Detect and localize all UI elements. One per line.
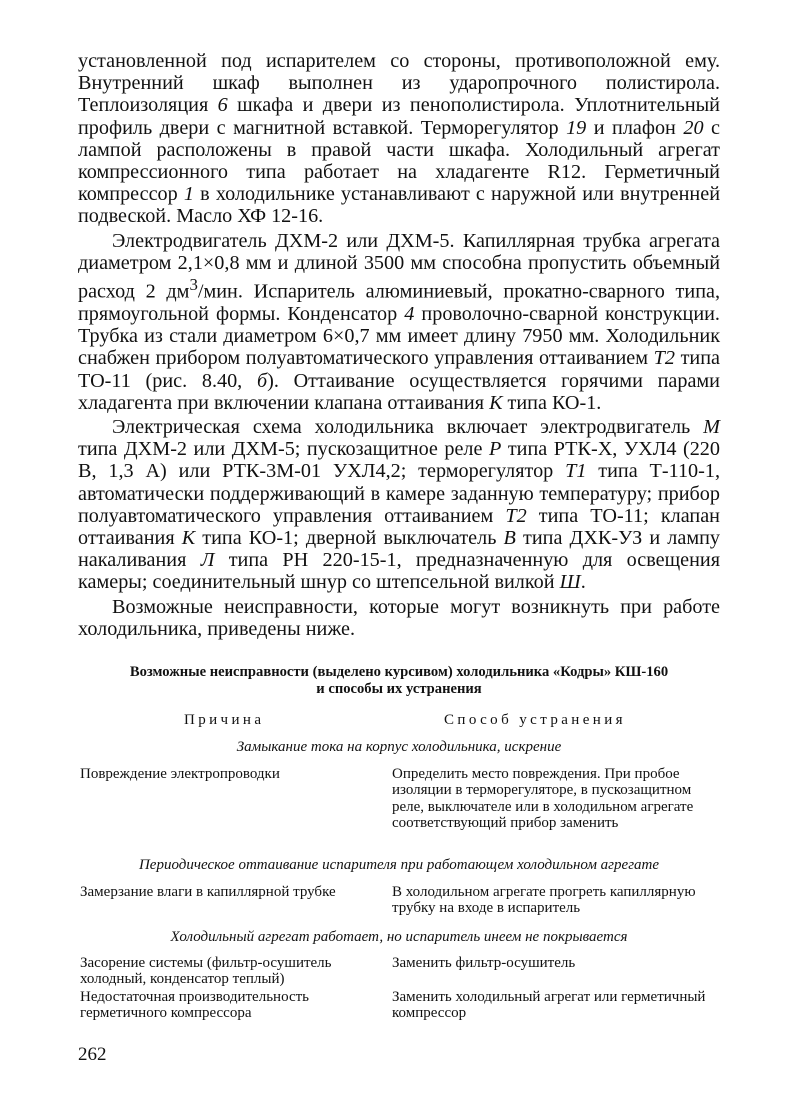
paragraph-1: установленной под испарителем со стороны, противоположной ему. Внутренний шкаф выполнен из ударопрочного полистирола. Теплоизоляция 6 шкафа и двери из пенополистирола. Уплотнительный профиль двери с магнитной вставкой. Терморегулятор 19 и плафон 20 с лампой расположены в правой части шкафа. Холодильный агрегат компрессионного типа работает на хладагенте R12. Герметичный компрессор 1 в холодильнике устанавливают с наружной или внутренней подвеской. Масло ХФ 12-16. (78, 50, 721, 228)
column-header-cause: Причина (184, 712, 265, 728)
paragraph-2: Электродвигатель ДХМ-2 или ДХМ-5. Капиллярная трубка агрегата диаметром 2,1×0,8 мм и длиной 3500 мм способна пропустить объемный расход 2 $дм^3$/мин. Испаритель алюминиевый, прокатно-сварного типа, прямоугольной формы. Конденсатор 4 проволочно-сварной конструкции. Трубка из стали диаметром 6×0,7 мм имеет длину 7950 мм. Холодильник снабжен прибором полуавтоматического управления оттаиванием Т2 типа ТО-11 (рис. 8.40, б). Оттаивание осуществляется горячими парами хладагента при включении клапана оттаивания К типа КО-1. (78, 229, 720, 414)
section-heading-3: Холодильный агрегат работает, но испаритель инеем не покрывается (170, 929, 628, 945)
table-title-line-2: и способы их устранения (316, 681, 482, 697)
cause-cell: Замерзание влаги в капиллярной трубке (80, 884, 336, 900)
body-text (78, 50, 720, 640)
paragraph-3: Электрическая схема холодильника включает электродвигатель М типа ДХМ-2 или ДХМ-5; пускозащитное реле Р типа РТК-Х, УХЛ4 (220 В, 1,3 А) или РТК-3М-01 УХЛ4,2; терморегулятор Т1 типа Т-110-1, автоматически поддерживающий в камере заданную температуру; прибор полуавтоматического управления оттаиванием Т2 типа ТО-11; клапан оттаивания К типа КО-1; дверной выключатель В типа ДХК-УЗ и лампу накаливания Л типа РН 220-15-1, предназначенную для освещения камеры; соединительный шнур со штепсельной вилкой Ш. (78, 415, 720, 594)
paragraph-4: Возможные неисправности, которые могут возникнуть при работе холодильника, приведены ниже. (78, 595, 720, 640)
fix-cell: Заменить холодильный агрегат или герметичный компрессор (392, 989, 706, 1022)
fix-cell: Определить место повреждения. При пробое изоляции в терморегуляторе, в пускозащитном реле, выключателе или в холодильном агрегате соответствующий прибор заменить (392, 766, 694, 831)
column-header-fix: Способ устранения (444, 712, 626, 728)
cause-cell: Повреждение электропроводки (80, 766, 280, 782)
section-heading-1: Замыкание тока на корпус холодильника, искрение (236, 739, 562, 755)
section-heading-2: Периодическое оттаивание испарителя при работающем холодильном агрегате (138, 857, 660, 873)
fix-cell: В холодильном агрегате прогреть капиллярную трубку на входе в испаритель (392, 884, 696, 917)
table-title-line-1: Возможные неисправности (выделено курсивом) холодильника «Кодры» КШ-160 (129, 664, 669, 680)
page-number: 262 (78, 1044, 107, 1065)
cause-cell: Засорение системы (фильтр-осушитель холодный, конденсатор теплый) (80, 955, 332, 988)
fix-cell: Заменить фильтр-осушитель (392, 955, 576, 971)
cause-cell: Недостаточная производительность герметичного компрессора (80, 989, 309, 1022)
table-title (78, 664, 720, 698)
